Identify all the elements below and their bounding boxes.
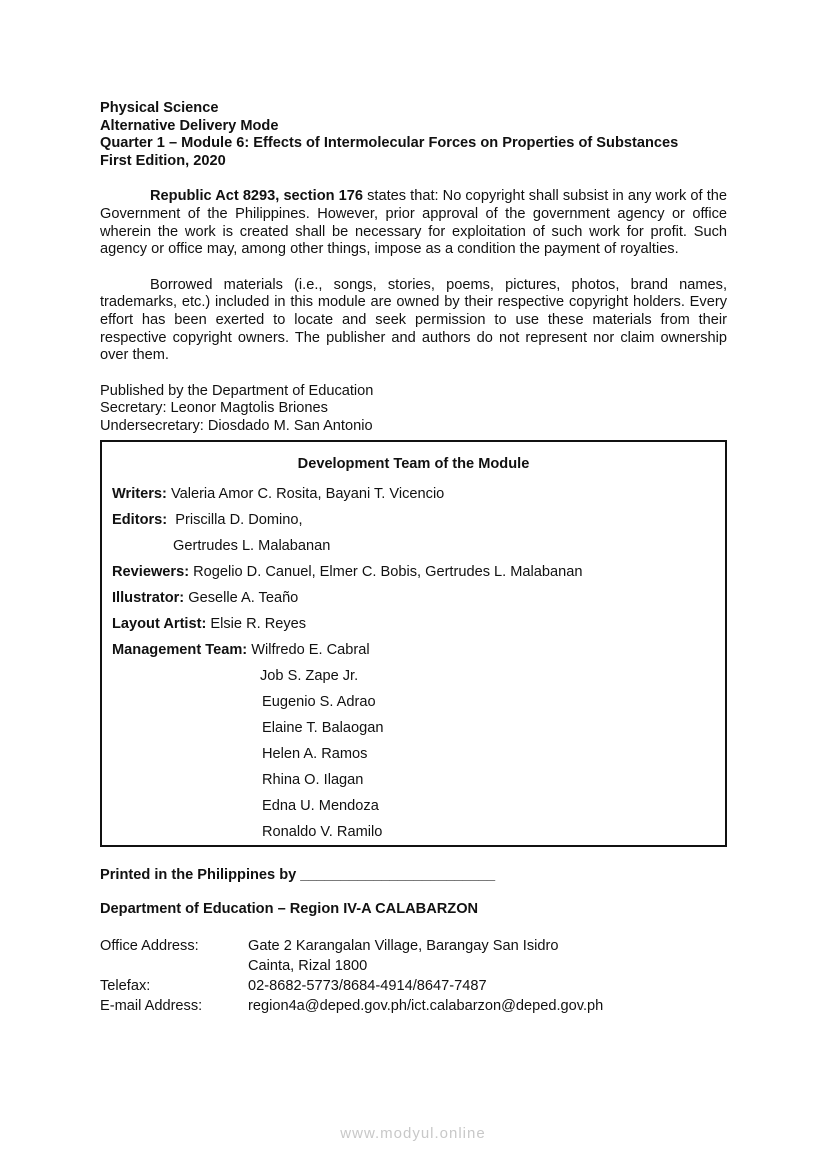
editors-line-2: Gertrudes L. Malabanan: [173, 538, 331, 555]
management-member: Job S. Zape Jr.: [260, 668, 359, 685]
reviewers-names: Rogelio D. Canuel, Elmer C. Bobis, Gertrudes L. Malabanan: [189, 564, 583, 581]
management-line: [112, 637, 715, 663]
management-member: Helen A. Ramos: [262, 746, 368, 763]
illustrator-line: [112, 585, 715, 611]
layout-artist-label: Layout Artist:: [112, 616, 207, 633]
team-heading: Development Team of the Module: [297, 455, 530, 472]
editors-names: Priscilla D. Domino,: [167, 512, 303, 529]
module-title: Quarter 1 – Module 6: Effects of Intermolecular Forces on Properties of Substances: [100, 135, 679, 152]
email-row: [100, 996, 727, 1016]
telefax-value: 02-8682-5773/8684-4914/8647-7487: [248, 977, 487, 994]
layout-artist-line: [112, 611, 715, 637]
management-member: Wilfredo E. Cabral: [247, 642, 370, 659]
law-reference: Republic Act 8293, section 176: [150, 188, 363, 205]
reviewers-line: [112, 559, 715, 585]
layout-artist-name: Elsie R. Reyes: [206, 616, 307, 633]
edition: First Edition, 2020: [100, 152, 226, 169]
management-member: Elaine T. Balaogan: [262, 720, 384, 737]
office-address-row-2: [100, 956, 727, 976]
title-block: [100, 100, 727, 170]
copyright-paragraph: [100, 188, 727, 258]
email-value: region4a@deped.gov.ph/ict.calabarzon@deped.gov.ph: [248, 997, 604, 1014]
office-address-line-2: Cainta, Rizal 1800: [248, 957, 368, 974]
office-address-line-1: Gate 2 Karangalan Village, Barangay San Isidro: [248, 937, 559, 954]
publisher-block: [100, 383, 727, 436]
copyright-text: states that: No copyright shall subsist in any work of the Government of the Philippines. However, prior approval of the government agency or office wherein the work is created shall be necessary for exploitation of such work for profit. Such agency or office may, among other things, impose as a condition the payment of royalties.: [100, 188, 727, 258]
reviewers-label: Reviewers:: [112, 564, 190, 581]
office-address-label: Office Address:: [100, 937, 199, 954]
management-member: Edna U. Mendoza: [262, 798, 379, 815]
illustrator-name: Geselle A. Teaño: [184, 590, 299, 607]
office-address-row: [100, 936, 727, 956]
writers-names: Valeria Amor C. Rosita, Bayani T. Vicencio: [166, 486, 445, 503]
contact-block: [100, 936, 727, 1016]
watermark: www.modyul.online: [340, 1125, 486, 1142]
delivery-mode: Alternative Delivery Mode: [100, 117, 279, 134]
undersecretary: Undersecretary: Diosdado M. San Antonio: [100, 417, 373, 434]
telefax-label: Telefax:: [100, 977, 151, 994]
borrowed-paragraph: [100, 277, 727, 365]
development-team-box: [100, 440, 727, 847]
management-label: Management Team:: [112, 642, 248, 659]
management-member: Rhina O. Ilagan: [262, 772, 364, 789]
writers-line: [112, 481, 715, 507]
editors-line: [112, 507, 715, 533]
management-member: Ronaldo V. Ramilo: [262, 824, 383, 841]
borrowed-text: Borrowed materials (i.e., songs, stories, poems, pictures, photos, brand names, trademarks, etc.) included in this module are owned by their respective copyright holders. Every effort has been exerted to locate and seek permission to use these materials from their respective copyright owners. The publisher and authors do not represent nor claim ownership over them.: [100, 276, 727, 364]
illustrator-label: Illustrator:: [112, 590, 185, 607]
editors-label: Editors:: [112, 512, 168, 529]
telefax-row: [100, 976, 727, 996]
copyright-page: [100, 100, 727, 1016]
printed-by: Printed in the Philippines by ________________________: [100, 866, 496, 883]
secretary: Secretary: Leonor Magtolis Briones: [100, 400, 328, 417]
region-heading: Department of Education – Region IV-A CALABARZON: [100, 901, 479, 918]
writers-label: Writers:: [112, 486, 167, 503]
published-by: Published by the Department of Education: [100, 382, 374, 399]
management-member: Eugenio S. Adrao: [262, 694, 376, 711]
subject-title: Physical Science: [100, 100, 219, 116]
email-label: E-mail Address:: [100, 997, 203, 1014]
